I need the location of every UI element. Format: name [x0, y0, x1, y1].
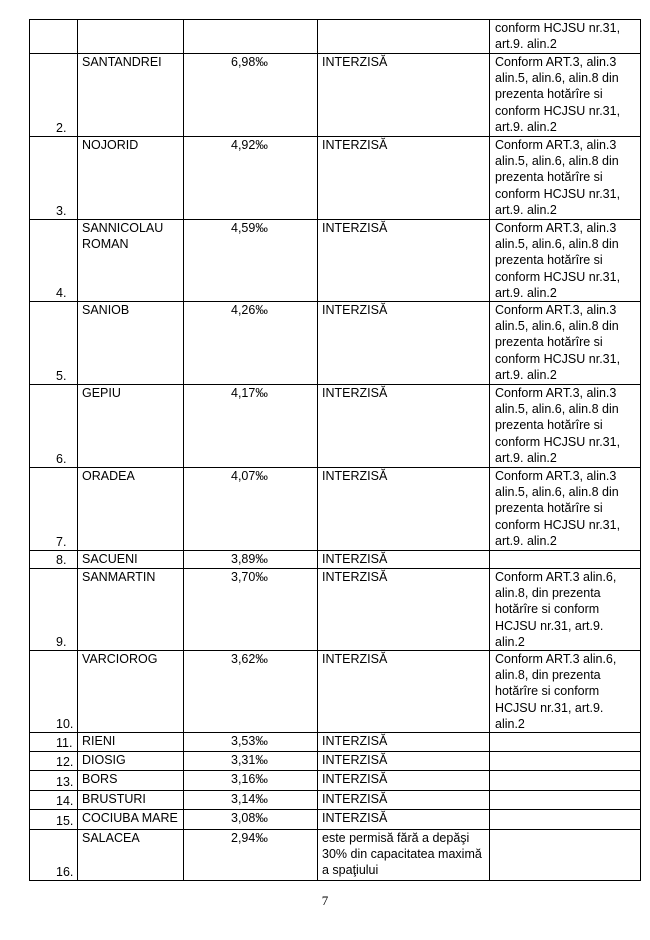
cell-locality: DIOSIG [78, 752, 184, 771]
table-row [30, 385, 641, 468]
cell-rate: 3,89‰ [184, 551, 318, 569]
table-row [30, 137, 641, 220]
cell-note: Conform ART.3 alin.6, alin.8, din prezenta hotărîre si conform HCJSU nr.31, art.9. alin.2 [490, 569, 641, 651]
cell-number: 6. [30, 385, 78, 468]
cell-status: INTERZISĂ [318, 569, 490, 651]
cell-locality: SANTANDREI [78, 54, 184, 137]
cell-note [490, 771, 641, 791]
cell-note [490, 810, 641, 830]
cell-status: INTERZISĂ [318, 551, 490, 569]
cell-number: 14. [30, 791, 78, 810]
cell-status: INTERZISĂ [318, 54, 490, 137]
cell-status: INTERZISĂ [318, 771, 490, 791]
cell-note: conform HCJSU nr.31, art.9. alin.2 [490, 20, 641, 54]
cell-number: 16. [30, 830, 78, 881]
cell-locality: BORS [78, 771, 184, 791]
table-row [30, 220, 641, 302]
cell-status: INTERZISĂ [318, 651, 490, 733]
table-row [30, 810, 641, 830]
cell-note [490, 733, 641, 752]
cell-number: 7. [30, 468, 78, 551]
page-number: 7 [321, 893, 329, 908]
table-row-continuation [30, 20, 641, 54]
table-row [30, 830, 641, 881]
cell-status: INTERZISĂ [318, 385, 490, 468]
cell-locality: SANMARTIN [78, 569, 184, 651]
cell-locality [78, 20, 184, 54]
cell-status: INTERZISĂ [318, 752, 490, 771]
cell-note: Conform ART.3, alin.3 alin.5, alin.6, alin.8 din prezenta hotărîre si conform HCJSU nr.31, art.9. alin.2 [490, 54, 641, 137]
cell-number: 5. [30, 302, 78, 385]
cell-number: 11. [30, 733, 78, 752]
cell-status: INTERZISĂ [318, 468, 490, 551]
cell-rate: 4,07‰ [184, 468, 318, 551]
cell-number: 4. [30, 220, 78, 302]
cell-locality: SACUENI [78, 551, 184, 569]
cell-locality: COCIUBA MARE [78, 810, 184, 830]
cell-note: Conform ART.3, alin.3 alin.5, alin.6, alin.8 din prezenta hotărîre si conform HCJSU nr.31, art.9. alin.2 [490, 220, 641, 302]
table-row [30, 733, 641, 752]
table-row [30, 752, 641, 771]
cell-number: 13. [30, 771, 78, 791]
cell-locality: SANNICOLAU ROMAN [78, 220, 184, 302]
cell-status: INTERZISĂ [318, 810, 490, 830]
cell-rate: 4,59‰ [184, 220, 318, 302]
cell-status: INTERZISĂ [318, 302, 490, 385]
cell-locality: NOJORID [78, 137, 184, 220]
table-row [30, 651, 641, 733]
cell-locality: RIENI [78, 733, 184, 752]
cell-note: Conform ART.3, alin.3 alin.5, alin.6, alin.8 din prezenta hotărîre si conform HCJSU nr.31, art.9. alin.2 [490, 468, 641, 551]
table-row [30, 791, 641, 810]
table-row [30, 771, 641, 791]
cell-rate: 2,94‰ [184, 830, 318, 881]
cell-number: 3. [30, 137, 78, 220]
cell-number: 2. [30, 54, 78, 137]
cell-number: 8. [30, 551, 78, 569]
table-row [30, 54, 641, 137]
cell-note [490, 791, 641, 810]
cell-note [490, 752, 641, 771]
cell-rate [184, 20, 318, 54]
cell-status: INTERZISĂ [318, 791, 490, 810]
cell-status: INTERZISĂ [318, 137, 490, 220]
localities-table [29, 19, 641, 881]
cell-rate: 3,70‰ [184, 569, 318, 651]
cell-rate: 3,16‰ [184, 771, 318, 791]
cell-note: Conform ART.3, alin.3 alin.5, alin.6, alin.8 din prezenta hotărîre si conform HCJSU nr.31, art.9. alin.2 [490, 302, 641, 385]
cell-locality: GEPIU [78, 385, 184, 468]
cell-note: Conform ART.3, alin.3 alin.5, alin.6, alin.8 din prezenta hotărîre si conform HCJSU nr.31, art.9. alin.2 [490, 385, 641, 468]
cell-rate: 4,17‰ [184, 385, 318, 468]
cell-locality: VARCIOROG [78, 651, 184, 733]
cell-number: 12. [30, 752, 78, 771]
table-row [30, 551, 641, 569]
cell-rate: 3,31‰ [184, 752, 318, 771]
cell-number: 15. [30, 810, 78, 830]
cell-status: este permisă fără a depăşi 30% din capacitatea maximă a spaţiului [318, 830, 490, 881]
cell-rate: 4,26‰ [184, 302, 318, 385]
cell-locality: BRUSTURI [78, 791, 184, 810]
cell-note [490, 551, 641, 569]
cell-status: INTERZISĂ [318, 220, 490, 302]
table-row [30, 302, 641, 385]
cell-rate: 6,98‰ [184, 54, 318, 137]
cell-note: Conform ART.3, alin.3 alin.5, alin.6, alin.8 din prezenta hotărîre si conform HCJSU nr.31, art.9. alin.2 [490, 137, 641, 220]
cell-number: 10. [30, 651, 78, 733]
table-row [30, 468, 641, 551]
cell-locality: SALACEA [78, 830, 184, 881]
cell-rate: 3,53‰ [184, 733, 318, 752]
cell-status: INTERZISĂ [318, 733, 490, 752]
cell-locality: ORADEA [78, 468, 184, 551]
cell-number: 9. [30, 569, 78, 651]
cell-number [30, 20, 78, 54]
cell-note: Conform ART.3 alin.6, alin.8, din prezenta hotărîre si conform HCJSU nr.31, art.9. alin.2 [490, 651, 641, 733]
cell-rate: 3,62‰ [184, 651, 318, 733]
cell-rate: 4,92‰ [184, 137, 318, 220]
cell-note [490, 830, 641, 881]
cell-rate: 3,14‰ [184, 791, 318, 810]
cell-rate: 3,08‰ [184, 810, 318, 830]
cell-status [318, 20, 490, 54]
cell-locality: SANIOB [78, 302, 184, 385]
table-row [30, 569, 641, 651]
